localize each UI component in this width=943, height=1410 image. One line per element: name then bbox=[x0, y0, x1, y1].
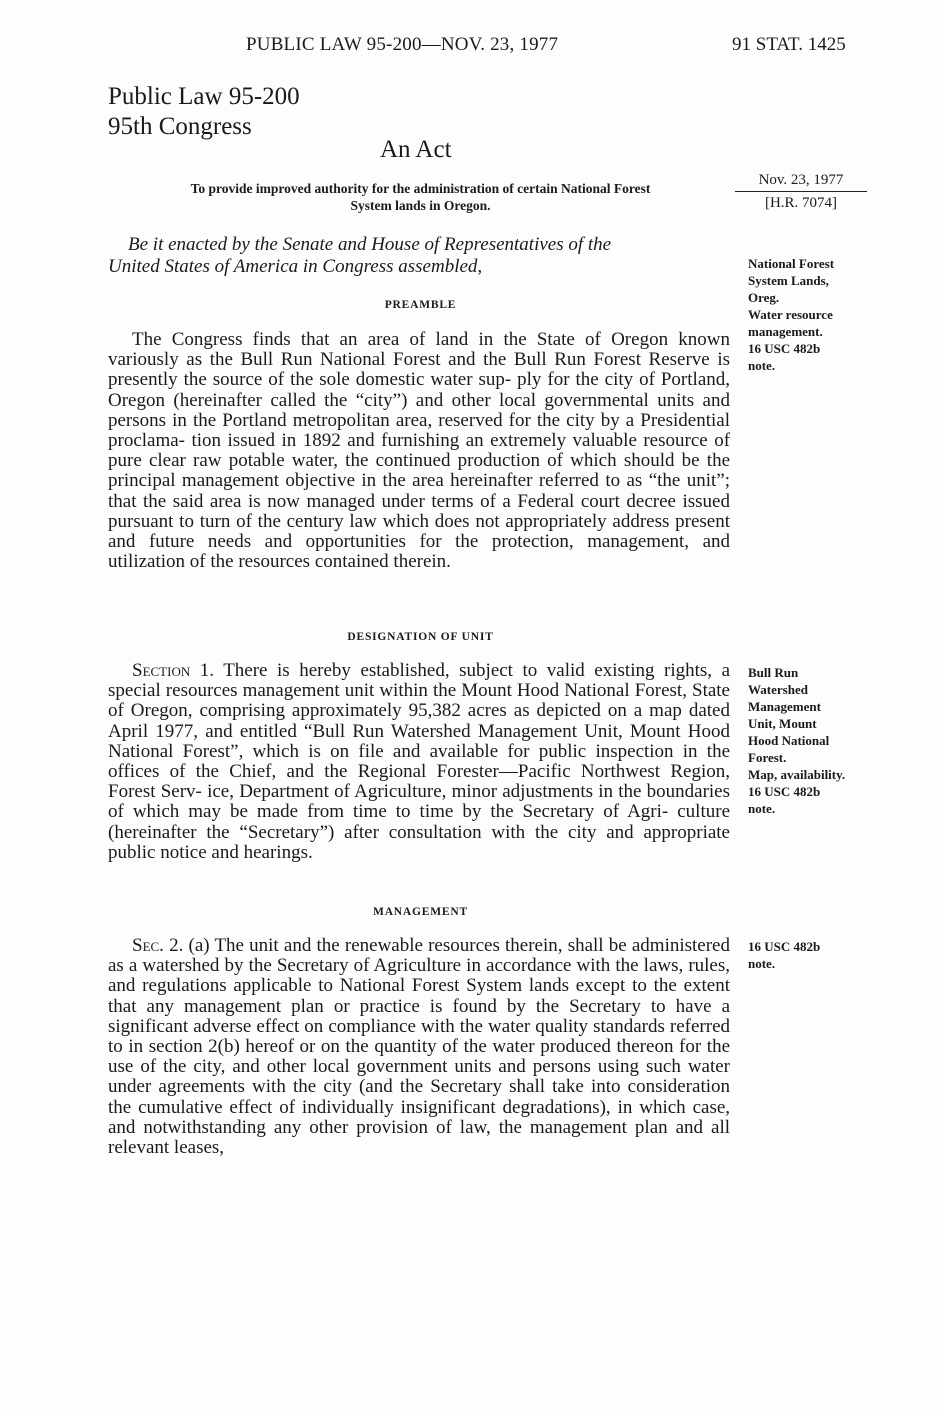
congress-number: 95th Congress bbox=[108, 113, 252, 140]
margin-note-line: note. bbox=[748, 956, 776, 971]
margin-note-line: Unit, Mount bbox=[748, 716, 817, 731]
text-line: section 2(b) hereof or on the quantity of the water produced thereon bbox=[148, 1036, 674, 1058]
management-heading: MANAGEMENT bbox=[373, 906, 468, 918]
margin-note-line: National Forest bbox=[748, 256, 835, 271]
margin-note-line: Oreg. bbox=[748, 290, 780, 305]
bill-reference bbox=[735, 172, 867, 212]
text-line: The Congress finds that an area of land in the State of Oregon bbox=[132, 329, 669, 350]
text-line: or practice is found by the Secretary to have a significant adverse bbox=[108, 995, 730, 1037]
text-line: which does not appropriately address present and future needs and bbox=[108, 510, 731, 553]
margin-note-management bbox=[748, 938, 878, 972]
text-line: for the use of the city, and other local government units and persons bbox=[108, 1036, 731, 1078]
section-label: Sec. bbox=[132, 935, 164, 956]
text-line: of which may be made from time to time by the Secretary of Agri- bbox=[108, 801, 669, 823]
margin-note-line: System Lands, bbox=[748, 273, 829, 288]
enactment-date: Nov. 23, 1977 bbox=[735, 172, 867, 192]
margin-note-line: Bull Run bbox=[748, 665, 799, 680]
text-line: insignificant degradations), in which case, and notwithstanding any bbox=[108, 1096, 731, 1138]
text-line: tion issued in 1892 and furnishing an extremely valuable resource bbox=[191, 430, 708, 452]
preamble-heading: PREAMBLE bbox=[384, 299, 457, 311]
text-line: Forest System lands except to the extent that any management plan bbox=[108, 975, 730, 1017]
margin-note-line: 16 USC 482b bbox=[748, 341, 821, 356]
margin-note-line: note. bbox=[748, 801, 776, 816]
text-line: effect on compliance with the water quality standards referred to in bbox=[108, 1015, 731, 1058]
section-1-paragraph bbox=[108, 661, 730, 863]
text-line: is on file and available for public inspection in the offices of the Chief, bbox=[108, 740, 730, 783]
text-line: metropolitan area, reserved for the city by a Presidential proclama- bbox=[108, 409, 730, 452]
enacting-line: Be it enacted by the Senate and House of Representatives of the bbox=[128, 234, 612, 255]
text-line: 1. There is hereby established, subject to valid existing bbox=[190, 660, 655, 681]
bill-number: [H.R. 7074] bbox=[764, 195, 838, 211]
act-title: An Act bbox=[380, 136, 452, 163]
text-line: Forest Reserve is presently the source of the sole domestic water sup- bbox=[108, 349, 730, 391]
text-line: 2. (a) The unit and the renewable resources therein, shall be bbox=[163, 935, 627, 956]
margin-note-line: Water resource bbox=[748, 307, 833, 322]
law-designation bbox=[108, 82, 300, 142]
section-2-paragraph bbox=[108, 936, 730, 1158]
margin-note-line: Management bbox=[748, 699, 821, 714]
margin-note-line: Watershed bbox=[748, 682, 808, 697]
section-label: Section bbox=[132, 660, 191, 681]
margin-note-line: 16 USC 482b bbox=[748, 939, 821, 954]
margin-note-line: 16 USC 482b bbox=[748, 784, 821, 799]
text-line: culture (hereinafter the “Secretary”) after consultation with the city bbox=[108, 801, 731, 843]
text-line: administered as a watershed by the Secretary of Agriculture in bbox=[108, 935, 730, 977]
enacting-clause bbox=[108, 234, 733, 278]
text-line: of pure clear raw potable water, the continued production of which bbox=[108, 430, 731, 472]
text-line: shall take into consideration the cumulative effect of individually bbox=[108, 1076, 730, 1118]
margin-note-preamble bbox=[748, 255, 878, 374]
text-line: of a Federal court decree issued pursuant to turn of the century law bbox=[108, 490, 730, 532]
text-line: opportunities for the protection, management, and utilization of the bbox=[108, 531, 731, 573]
text-line: using such water under agreements with the city (and the Secretary bbox=[108, 1056, 731, 1098]
margin-note-designation bbox=[748, 664, 878, 817]
text-line: other provision of law, the management plan and all relevant leases, bbox=[108, 1116, 731, 1159]
text-line: Watershed Management Unit, Mount Hood National Forest”, which bbox=[108, 720, 730, 762]
public-law-number: Public Law 95-200 bbox=[108, 83, 300, 110]
text-line: and appropriate public notice and hearings. bbox=[108, 821, 730, 863]
purpose-line: System lands in Oregon. bbox=[350, 198, 491, 213]
text-line: and the Regional Forester—Pacific Northwest Region, Forest Serv- bbox=[108, 761, 730, 803]
act-purpose bbox=[108, 180, 733, 214]
preamble-paragraph bbox=[108, 330, 730, 572]
margin-note-line: management. bbox=[748, 324, 823, 339]
designation-heading: DESIGNATION OF UNIT bbox=[347, 631, 494, 643]
text-line: acres as depicted on a map dated April 1977, and entitled “Bull Run bbox=[108, 700, 730, 742]
text-line: should be the principal management objective in the area hereinafter bbox=[108, 450, 730, 492]
text-line: and other local governmental units and persons in the Portland bbox=[108, 389, 730, 431]
margin-note-line: Map, availability. bbox=[748, 767, 846, 782]
running-header-title: PUBLIC LAW 95-200—NOV. 23, 1977 bbox=[246, 34, 559, 55]
text-line: National Forest, State of Oregon, comprising approximately 95,382 bbox=[108, 680, 730, 722]
enacting-line: United States of America in Congress assembled, bbox=[108, 256, 483, 277]
text-line: rights, a special resources management unit within the Mount Hood bbox=[108, 660, 731, 702]
purpose-line: To provide improved authority for the administration of certain National Forest bbox=[190, 181, 651, 196]
text-line: resources contained therein. bbox=[238, 551, 451, 573]
margin-note-line: note. bbox=[748, 358, 776, 373]
page-number: 91 STAT. 1425 bbox=[732, 34, 846, 55]
text-line: ice, Department of Agriculture, minor adjustments in the boundaries bbox=[207, 781, 731, 803]
text-line: known variously as the Bull Run National Forest and the Bull Run bbox=[108, 329, 731, 371]
text-line: ply for the city of Portland, Oregon (hereinafter called the “city”) bbox=[108, 369, 730, 411]
margin-note-line: Hood National bbox=[748, 733, 830, 748]
text-line: referred to as “the unit”; that the said area is now managed under terms bbox=[108, 470, 730, 512]
text-line: accordance with the laws, rules, and regulations applicable to National bbox=[108, 955, 730, 997]
margin-note-line: Forest. bbox=[748, 750, 787, 765]
